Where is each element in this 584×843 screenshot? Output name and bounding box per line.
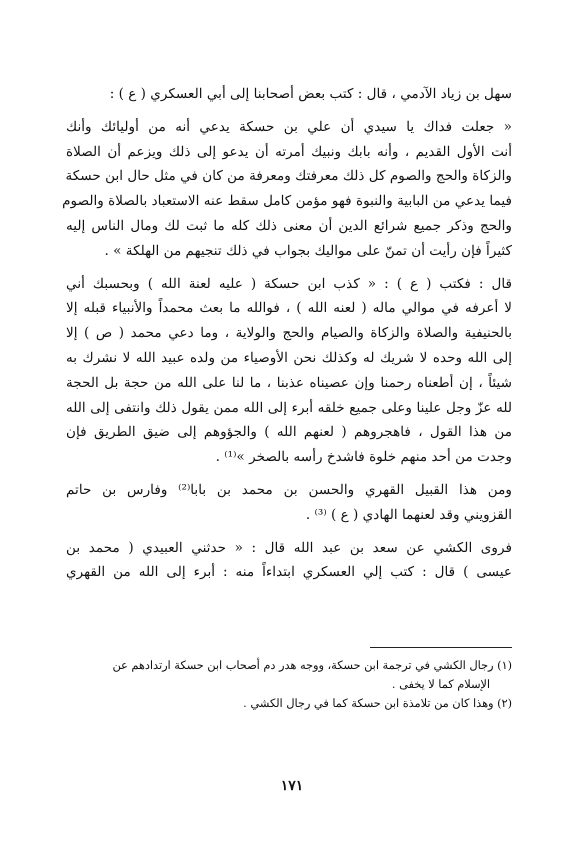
text-line: شيئاً ، إن أطعناه رحمنا وإن عصيناه عذبنا ، ما لنا على الله من حجة بل الحجة: [66, 374, 512, 391]
text-line: والزكاة والحج والصوم كل ذلك معرفتك ومعرفة من كان في مثل حال ابن حسكة: [65, 168, 512, 185]
page-number: ١٧١: [280, 778, 304, 794]
main-text: [62, 82, 513, 593]
footnotes: [66, 656, 512, 713]
text-line: والحج وذكر جميع شرائع الدين أن معنى ذلك كله ما ثبت لك ومال الناس إليه: [66, 217, 512, 234]
text-line: كثيراً فإن رأيت أن تمنّ على مواليك بجواب في ذلك تنجيهم من الهلكة » .: [104, 242, 512, 259]
text-line: القزويني وقد لعنهما الهادي ( ع ) ⁽³⁾ .: [305, 506, 512, 523]
paragraph-intro: [66, 82, 512, 107]
footnote-divider: [370, 647, 512, 648]
paragraph-letter: [62, 115, 512, 264]
text-line: « جعلت فداك يا سيدي أن علي بن حسكة يدعي أنه من أوليائك وأنك: [66, 118, 512, 135]
text-line: ومن هذا القبيل القهري والحسن بن محمد بن بابا⁽²⁾ وفارس بن حاتم: [66, 481, 513, 498]
text-line: سهل بن زياد الآدمي ، قال : كتب بعض أصحابنا إلى أبي العسكري ( ع ) :: [109, 86, 512, 102]
footnote-1-continued: الإسلام كما لا يخفى .: [391, 678, 490, 691]
paragraph-reply: [66, 272, 512, 470]
text-line: عيسى ) قال : كتب إلي العسكري ابتداءاً منه : أبرء إلى الله من القهري: [66, 564, 512, 581]
text-line: من هذا القول ، فاهجروهم ( لعنهم الله ) والجؤوهم إلى ضيق الطريق فإن: [66, 424, 512, 441]
text-line: فيما يدعي من البابية والنبوة فهو مؤمن كامل سقط عنه الاستعباد بالصلاة والصوم: [62, 193, 512, 210]
footnote-2: (٢) وهذا كان من تلامذة ابن حسكة كما في رجال الكشي .: [243, 697, 512, 710]
text-line: لا أعرفه في موالي ماله ( لعنه الله ) ، فوالله ما بعث محمداً والأنبياء قبله إلا: [66, 300, 512, 317]
text-line: أنت الأول القديم ، وأنه بابك ونبيك أمرته أن يدعو إلى ذلك ويزعم أن الصلاة: [66, 143, 512, 160]
text-line: قال : فكتب ( ع ) : « كذب ابن حسكة ( عليه لعنة الله ) وبحسبك أني: [66, 275, 512, 292]
text-line: فروى الكشي عن سعد بن عبد الله قال : « حدثني العبيدي ( محمد بن: [66, 539, 512, 556]
paragraph-others: [66, 478, 512, 528]
paragraph-kashshi: [66, 536, 512, 586]
text-line: لله عزّ وجل علينا وعلى جميع خلقه أبرء إلى الله ممن يقول ذلك وانتفى إلى الله: [66, 399, 512, 416]
text-line: بالحنيفية والصلاة والزكاة والصيام والحج والولاية ، وما دعي محمد ( ص ) إلا: [66, 325, 512, 342]
text-line: إلى الله وحده لا شريك له وكذلك نحن الأوصياء من ولده عبيد الله لا نشرك به: [66, 349, 512, 366]
text-line: وجدت من أحد منهم خلوة فاشدخ رأسه بالصخر »⁽¹⁾ .: [215, 449, 512, 466]
footnote-1: (١) رجال الكشي في ترجمة ابن حسكة، ووجه هدر دم أصحاب ابن حسكة ارتدادهم عن: [112, 659, 512, 672]
